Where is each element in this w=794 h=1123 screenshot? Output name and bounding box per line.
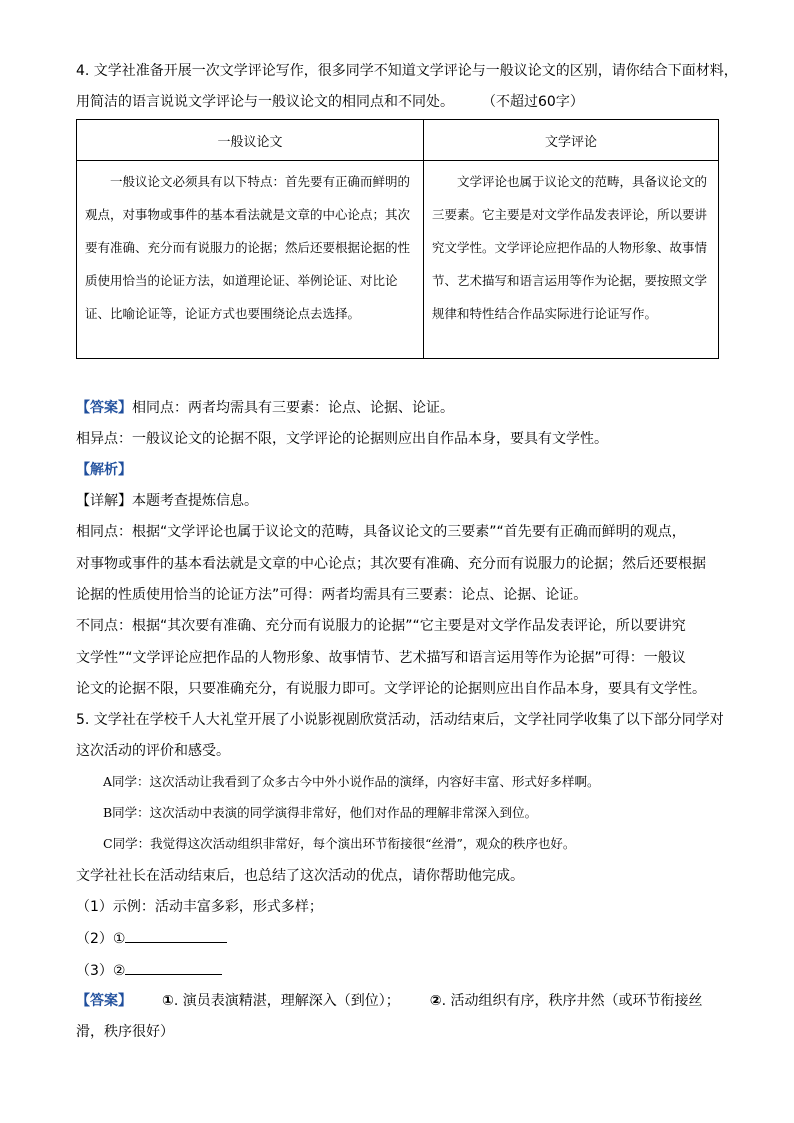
answer-tag: 【答案】 <box>76 400 132 416</box>
q4-stem-line2 <box>76 92 584 112</box>
q5-stem-line1: 5. 文学社在学校千人大礼堂开展了小说影视剧欣赏活动，活动结束后，文学社同学收集了以下部分同学对 <box>76 712 724 728</box>
quote-student-c: C同学：我觉得这次活动组织非常好，每个演出环节衔接很“丝滑”，观众的秩序也好。 <box>103 836 576 851</box>
answer-tag: 【答案】 <box>76 993 132 1009</box>
q5-stem-line3: 文学社社长在活动结束后，也总结了这次活动的优点，请你帮助他完成。 <box>76 868 524 884</box>
q4-word-limit: （不超过60字） <box>482 94 584 110</box>
q4-detail-line2: 相同点：根据“文学评论也属于议论文的范畴，具备议论文的三要素”“首先要有正确而鲜明的观点， <box>76 524 686 540</box>
quote-student-a: A同学：这次活动让我看到了众多古今中外小说作品的演绎，内容好丰富、形式好多样啊。 <box>103 774 600 789</box>
answer-blank-2[interactable] <box>125 960 222 975</box>
quote-student-b: B同学：这次活动中表演的同学演得非常好，他们对作品的理解非常深入到位。 <box>103 805 538 820</box>
q5-item-3: （3）② <box>76 960 222 981</box>
detail-tag: 【详解】 <box>76 493 132 509</box>
q4-detail-line7: 论文的论据不限，只要准确充分，有说服力即可。文学评论的论据则应出自作品本身，要具有文学性。 <box>76 681 706 697</box>
q5-item-1: （1）示例：活动丰富多彩，形式多样； <box>76 899 323 915</box>
analysis-tag: 【解析】 <box>76 462 132 478</box>
table-cell-essay: 一般议论文必须具有以下特点：首先要有正确而鲜明的观点，对事物或事件的基本看法就是文章的中心论点；其次要有准确、充分而有说服力的论据；然后还要根据论据的性质使用恰当的论证方法，如道理论证、举例论证、对比论证、比喻论证等，论证方式也要围绕论点去选择。 <box>77 161 424 359</box>
q5-answer-line2: 滑，秩序很好） <box>76 1024 174 1040</box>
q4-stem-line1: 4. 文学社准备开展一次文学评论写作，很多同学不知道文学评论与一般议论文的区别，请你结合下面材料， <box>76 63 738 79</box>
q4-answer-line1: 【答案】相同点：两者均需具有三要素：论点、论据、论证。 <box>76 400 454 416</box>
table-header-essay: 一般议论文 <box>77 120 424 161</box>
q4-stem-text: 用简洁的语言说说文学评论与一般议论文的相同点和不同处。 <box>76 94 454 110</box>
q5-stem-line2: 这次活动的评价和感受。 <box>76 743 230 759</box>
comparison-table <box>76 119 719 359</box>
q5-item-2: （2）① <box>76 928 227 949</box>
table-header-literary-review: 文学评论 <box>424 120 719 161</box>
q4-detail-line1: 【详解】本题考查提炼信息。 <box>76 493 258 509</box>
q4-detail-line4: 论据的性质使用恰当的论证方法”可得：两者均需具有三要素：论点、论据、论证。 <box>76 587 588 603</box>
q4-detail-line6: 文学性”“文学评论应把作品的人物形象、故事情节、艺术描写和语言运用等作为论据”可得：一般议 <box>76 650 686 666</box>
q4-detail-line5: 不同点：根据“其次要有准确、充分而有说服力的论据”“它主要是对文学作品发表评论，所以要讲究 <box>76 618 686 634</box>
q5-answer-line1: 【答案】 ①. 演员表演精湛，理解深入（到位）； ②. 活动组织有序，秩序井然（或环节衔接丝 <box>76 993 703 1009</box>
q4-answer-line2: 相异点：一般议论文的论据不限，文学评论的论据则应出自作品本身，要具有文学性。 <box>76 431 608 447</box>
answer-blank-1[interactable] <box>125 928 227 943</box>
table-cell-literary-review: 文学评论也属于议论文的范畴，具备议论文的三要素。它主要是对文学作品发表评论，所以要讲究文学性。文学评论应把作品的人物形象、故事情节、艺术描写和语言运用等作为论据，要按照文学规律和特性结合作品实际进行论证写作。 <box>424 161 719 359</box>
q4-detail-line3: 对事物或事件的基本看法就是文章的中心论点；其次要有准确、充分而有说服力的论据；然后还要根据 <box>76 556 706 572</box>
